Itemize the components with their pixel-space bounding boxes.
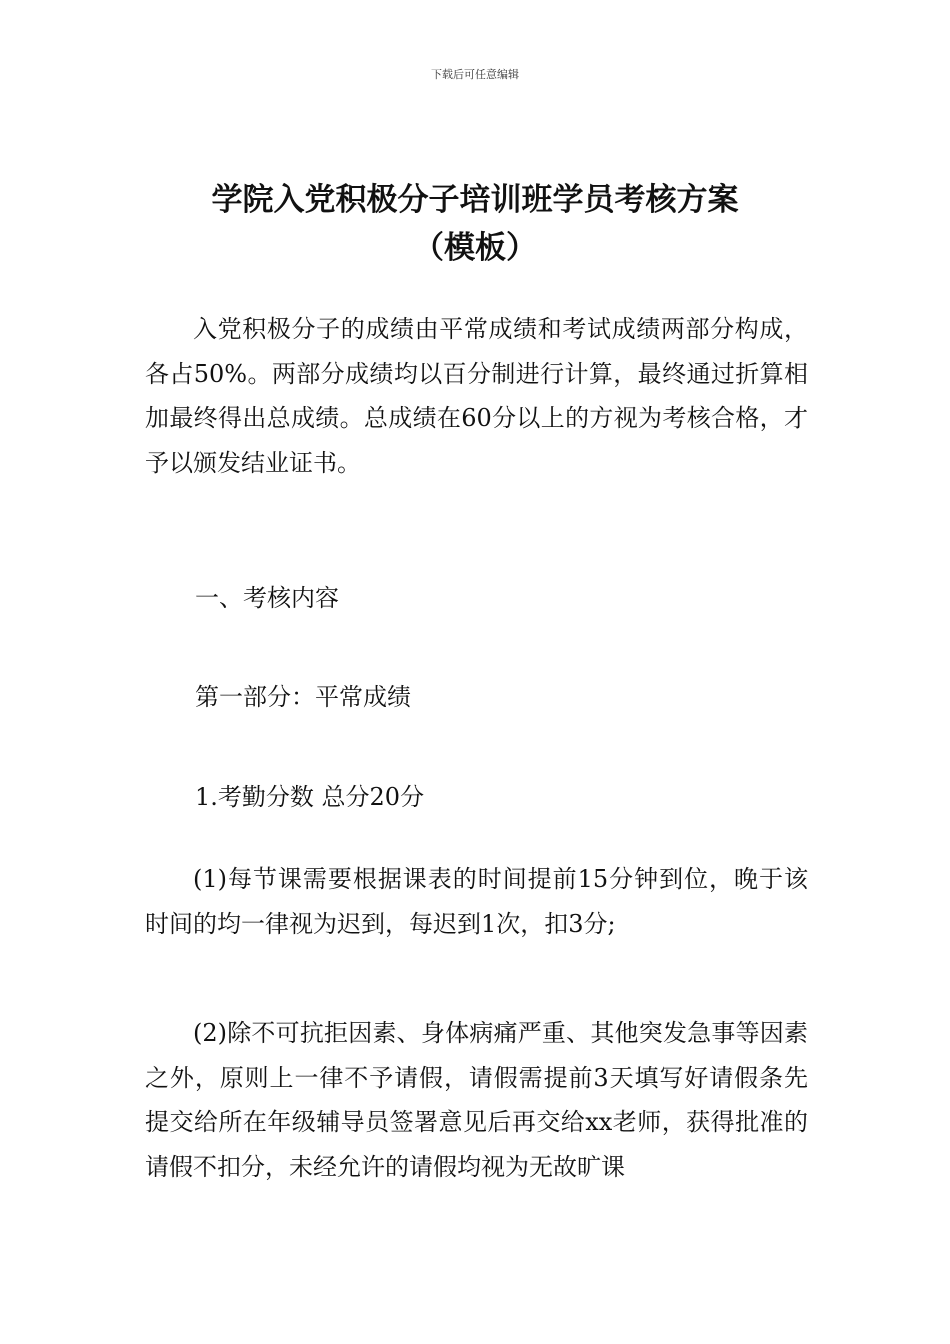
section-heading: 一、考核内容	[195, 584, 339, 612]
document-title	[100, 176, 850, 272]
rule-paragraph-1: (1)每节课需要根据课表的时间提前15分钟到位，晚于该时间的均一律视为迟到，每迟到1次，扣3分;	[145, 865, 808, 938]
intro-paragraph: 入党积极分子的成绩由平常成绩和考试成绩两部分构成，各占50%。两部分成绩均以百分制进行计算，最终通过折算相加最终得出总成绩。总成绩在60分以上的方视为考核合格，才予以颁发结业证书。	[145, 315, 808, 477]
rule-paragraph-2: (2)除不可抗拒因素、身体病痛严重、其他突发急事等因素之外，原则上一律不予请假，请假需提前3天填写好请假条先提交给所在年级辅导员签署意见后再交给xx老师，获得批准的请假不扣分，未经允许的请假均视为无故旷课	[145, 1019, 808, 1181]
part-heading: 第一部分：平常成绩	[195, 683, 411, 711]
title-line-2: （模板）	[413, 230, 537, 266]
item-heading: 1.考勤分数 总分20分	[195, 783, 425, 811]
header-note: 下载后可任意编辑	[431, 68, 519, 81]
title-line-1: 学院入党积极分子培训班学员考核方案	[211, 182, 739, 218]
